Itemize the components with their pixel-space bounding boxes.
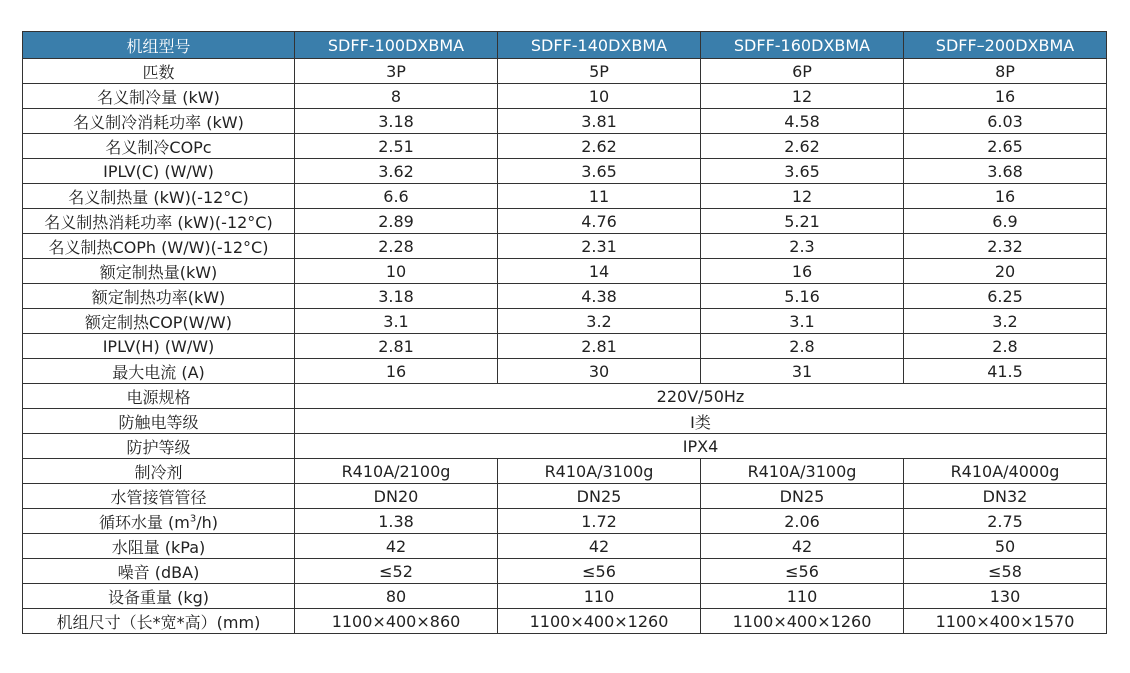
value-cell: ≤56 [498,559,701,584]
row-label-cell [23,184,295,209]
table-row [23,384,1107,409]
spec-table [22,31,1107,634]
value-cell: 4.38 [498,284,701,309]
value-cell: ≤56 [701,559,904,584]
table-row [23,284,1107,309]
value-cell: 3.18 [295,109,498,134]
row-label-cell [23,434,295,459]
table-row [23,409,1107,434]
table-row [23,259,1107,284]
row-label: 匹数 [142,62,175,82]
value-cell: 5P [498,59,701,84]
row-label: 名义制热量 (kW)(-12°C) [68,187,249,207]
value-cell: DN25 [498,484,701,509]
value-cell: 2.89 [295,209,498,234]
value-cell: 3.68 [904,159,1107,184]
table-row [23,334,1107,359]
value-cell: 2.65 [904,134,1107,159]
row-label-cell [23,384,295,409]
row-label-cell [23,159,295,184]
value-cell: 80 [295,584,498,609]
row-label: 防护等级 [126,437,191,457]
value-cell: 4.58 [701,109,904,134]
value-cell: 12 [701,184,904,209]
row-label-suffix: /h) [196,512,219,532]
value-cell: 1100×400×1260 [498,609,701,634]
row-label-cell [23,584,295,609]
row-label: 防触电等级 [118,412,199,432]
value-cell: 3.62 [295,159,498,184]
value-cell: 10 [295,259,498,284]
row-label-cell [23,134,295,159]
table-row [23,184,1107,209]
value-cell: 6.9 [904,209,1107,234]
row-label: 额定制热量(kW) [99,262,218,282]
value-cell: DN20 [295,484,498,509]
value-cell: 2.8 [904,334,1107,359]
row-label-cell [23,109,295,134]
value-cell: 130 [904,584,1107,609]
value-cell: DN25 [701,484,904,509]
table-row [23,159,1107,184]
row-label: 名义制热COPh (W/W)(-12°C) [48,237,269,257]
table-row [23,109,1107,134]
value-cell: 2.28 [295,234,498,259]
row-label-cell [23,259,295,284]
value-cell: 3.18 [295,284,498,309]
value-cell: 2.62 [498,134,701,159]
row-label: IPLV(H) (W/W) [102,336,215,356]
value-cell: R410A/2100g [295,459,498,484]
row-label: 额定制热功率(kW) [91,287,226,307]
value-cell: 6.6 [295,184,498,209]
table-row [23,309,1107,334]
merged-value-cell: 220V/50Hz [295,384,1107,409]
value-cell: 2.81 [295,334,498,359]
row-label-cell [23,484,295,509]
value-cell: 3.65 [498,159,701,184]
table-row [23,559,1107,584]
value-cell: 3.1 [701,309,904,334]
value-cell: 1100×400×1260 [701,609,904,634]
value-cell: 1100×400×1570 [904,609,1107,634]
row-label-cell [23,359,295,384]
value-cell: 2.3 [701,234,904,259]
value-cell: 2.32 [904,234,1107,259]
value-cell: 8 [295,84,498,109]
value-cell: 6.25 [904,284,1107,309]
row-label: 名义制冷量 (kW) [97,87,220,107]
value-cell: R410A/3100g [701,459,904,484]
table-row [23,509,1107,534]
value-cell: 110 [701,584,904,609]
row-label-cell [23,509,295,534]
row-label-cell [23,284,295,309]
table-row [23,359,1107,384]
merged-value-cell: IPX4 [295,434,1107,459]
row-label: 循环水量 (m [98,512,190,532]
value-cell: 2.62 [701,134,904,159]
value-cell: 3.65 [701,159,904,184]
value-cell: ≤58 [904,559,1107,584]
table-row [23,534,1107,559]
row-label-cell [23,84,295,109]
value-cell: 16 [701,259,904,284]
row-label-cell [23,459,295,484]
table-row [23,59,1107,84]
row-label: 制冷剂 [134,462,183,482]
value-cell: 4.76 [498,209,701,234]
row-label: 设备重量 (kg) [108,587,209,607]
header-cell-model: SDFF–200DXBMA [904,32,1107,59]
merged-value-cell: I类 [295,409,1107,434]
table-row [23,609,1107,634]
row-label: 名义制冷COPc [105,137,212,157]
value-cell: 2.81 [498,334,701,359]
value-cell: 2.8 [701,334,904,359]
header-row [23,32,1107,59]
value-cell: 42 [498,534,701,559]
row-label-superscript: 3 [189,513,197,525]
value-cell: 42 [295,534,498,559]
table-row [23,459,1107,484]
value-cell: ≤52 [295,559,498,584]
row-label: 水管接管管径 [110,487,207,507]
row-label: 机组尺寸（长*宽*高）(mm) [56,612,261,632]
value-cell: 2.31 [498,234,701,259]
row-label: 水阻量 (kPa) [111,537,206,557]
row-label-cell [23,234,295,259]
table-row [23,134,1107,159]
value-cell: R410A/3100g [498,459,701,484]
value-cell: 3.2 [498,309,701,334]
value-cell: 110 [498,584,701,609]
row-label-cell [23,609,295,634]
table-row [23,484,1107,509]
value-cell: 6.03 [904,109,1107,134]
value-cell: 5.21 [701,209,904,234]
row-label-cell [23,59,295,84]
value-cell: R410A/4000g [904,459,1107,484]
table-row [23,584,1107,609]
row-label-cell [23,209,295,234]
row-label: 电源规格 [126,387,191,407]
row-label-cell [23,409,295,434]
value-cell: 31 [701,359,904,384]
table-row [23,234,1107,259]
value-cell: DN32 [904,484,1107,509]
value-cell: 16 [295,359,498,384]
value-cell: 1.38 [295,509,498,534]
value-cell: 2.06 [701,509,904,534]
header-cell-model: SDFF-160DXBMA [701,32,904,59]
row-label-cell [23,309,295,334]
row-label-cell [23,534,295,559]
value-cell: 2.51 [295,134,498,159]
value-cell: 12 [701,84,904,109]
value-cell: 16 [904,84,1107,109]
row-label-cell [23,559,295,584]
header-cell-model-label: 机组型号 [23,32,295,59]
value-cell: 5.16 [701,284,904,309]
row-label: 最大电流 (A) [112,362,205,382]
header-cell-model: SDFF-100DXBMA [295,32,498,59]
table-header [23,32,1107,59]
row-label: 名义制热消耗功率 (kW)(-12°C) [44,212,273,232]
value-cell: 8P [904,59,1107,84]
value-cell: 50 [904,534,1107,559]
row-label: IPLV(C) (W/W) [103,161,214,181]
value-cell: 11 [498,184,701,209]
row-label: 额定制热COP(W/W) [85,312,232,332]
value-cell: 10 [498,84,701,109]
value-cell: 3.81 [498,109,701,134]
table-body [23,59,1107,634]
row-label: 名义制冷消耗功率 (kW) [73,112,244,132]
value-cell: 30 [498,359,701,384]
table-row [23,209,1107,234]
value-cell: 3P [295,59,498,84]
value-cell: 16 [904,184,1107,209]
value-cell: 1.72 [498,509,701,534]
value-cell: 42 [701,534,904,559]
row-label-cell [23,334,295,359]
row-label: 噪音 (dBA) [117,562,200,582]
table-row [23,84,1107,109]
value-cell: 41.5 [904,359,1107,384]
value-cell: 1100×400×860 [295,609,498,634]
value-cell: 3.2 [904,309,1107,334]
value-cell: 3.1 [295,309,498,334]
table-row [23,434,1107,459]
value-cell: 6P [701,59,904,84]
value-cell: 2.75 [904,509,1107,534]
value-cell: 14 [498,259,701,284]
header-cell-model: SDFF-140DXBMA [498,32,701,59]
value-cell: 20 [904,259,1107,284]
